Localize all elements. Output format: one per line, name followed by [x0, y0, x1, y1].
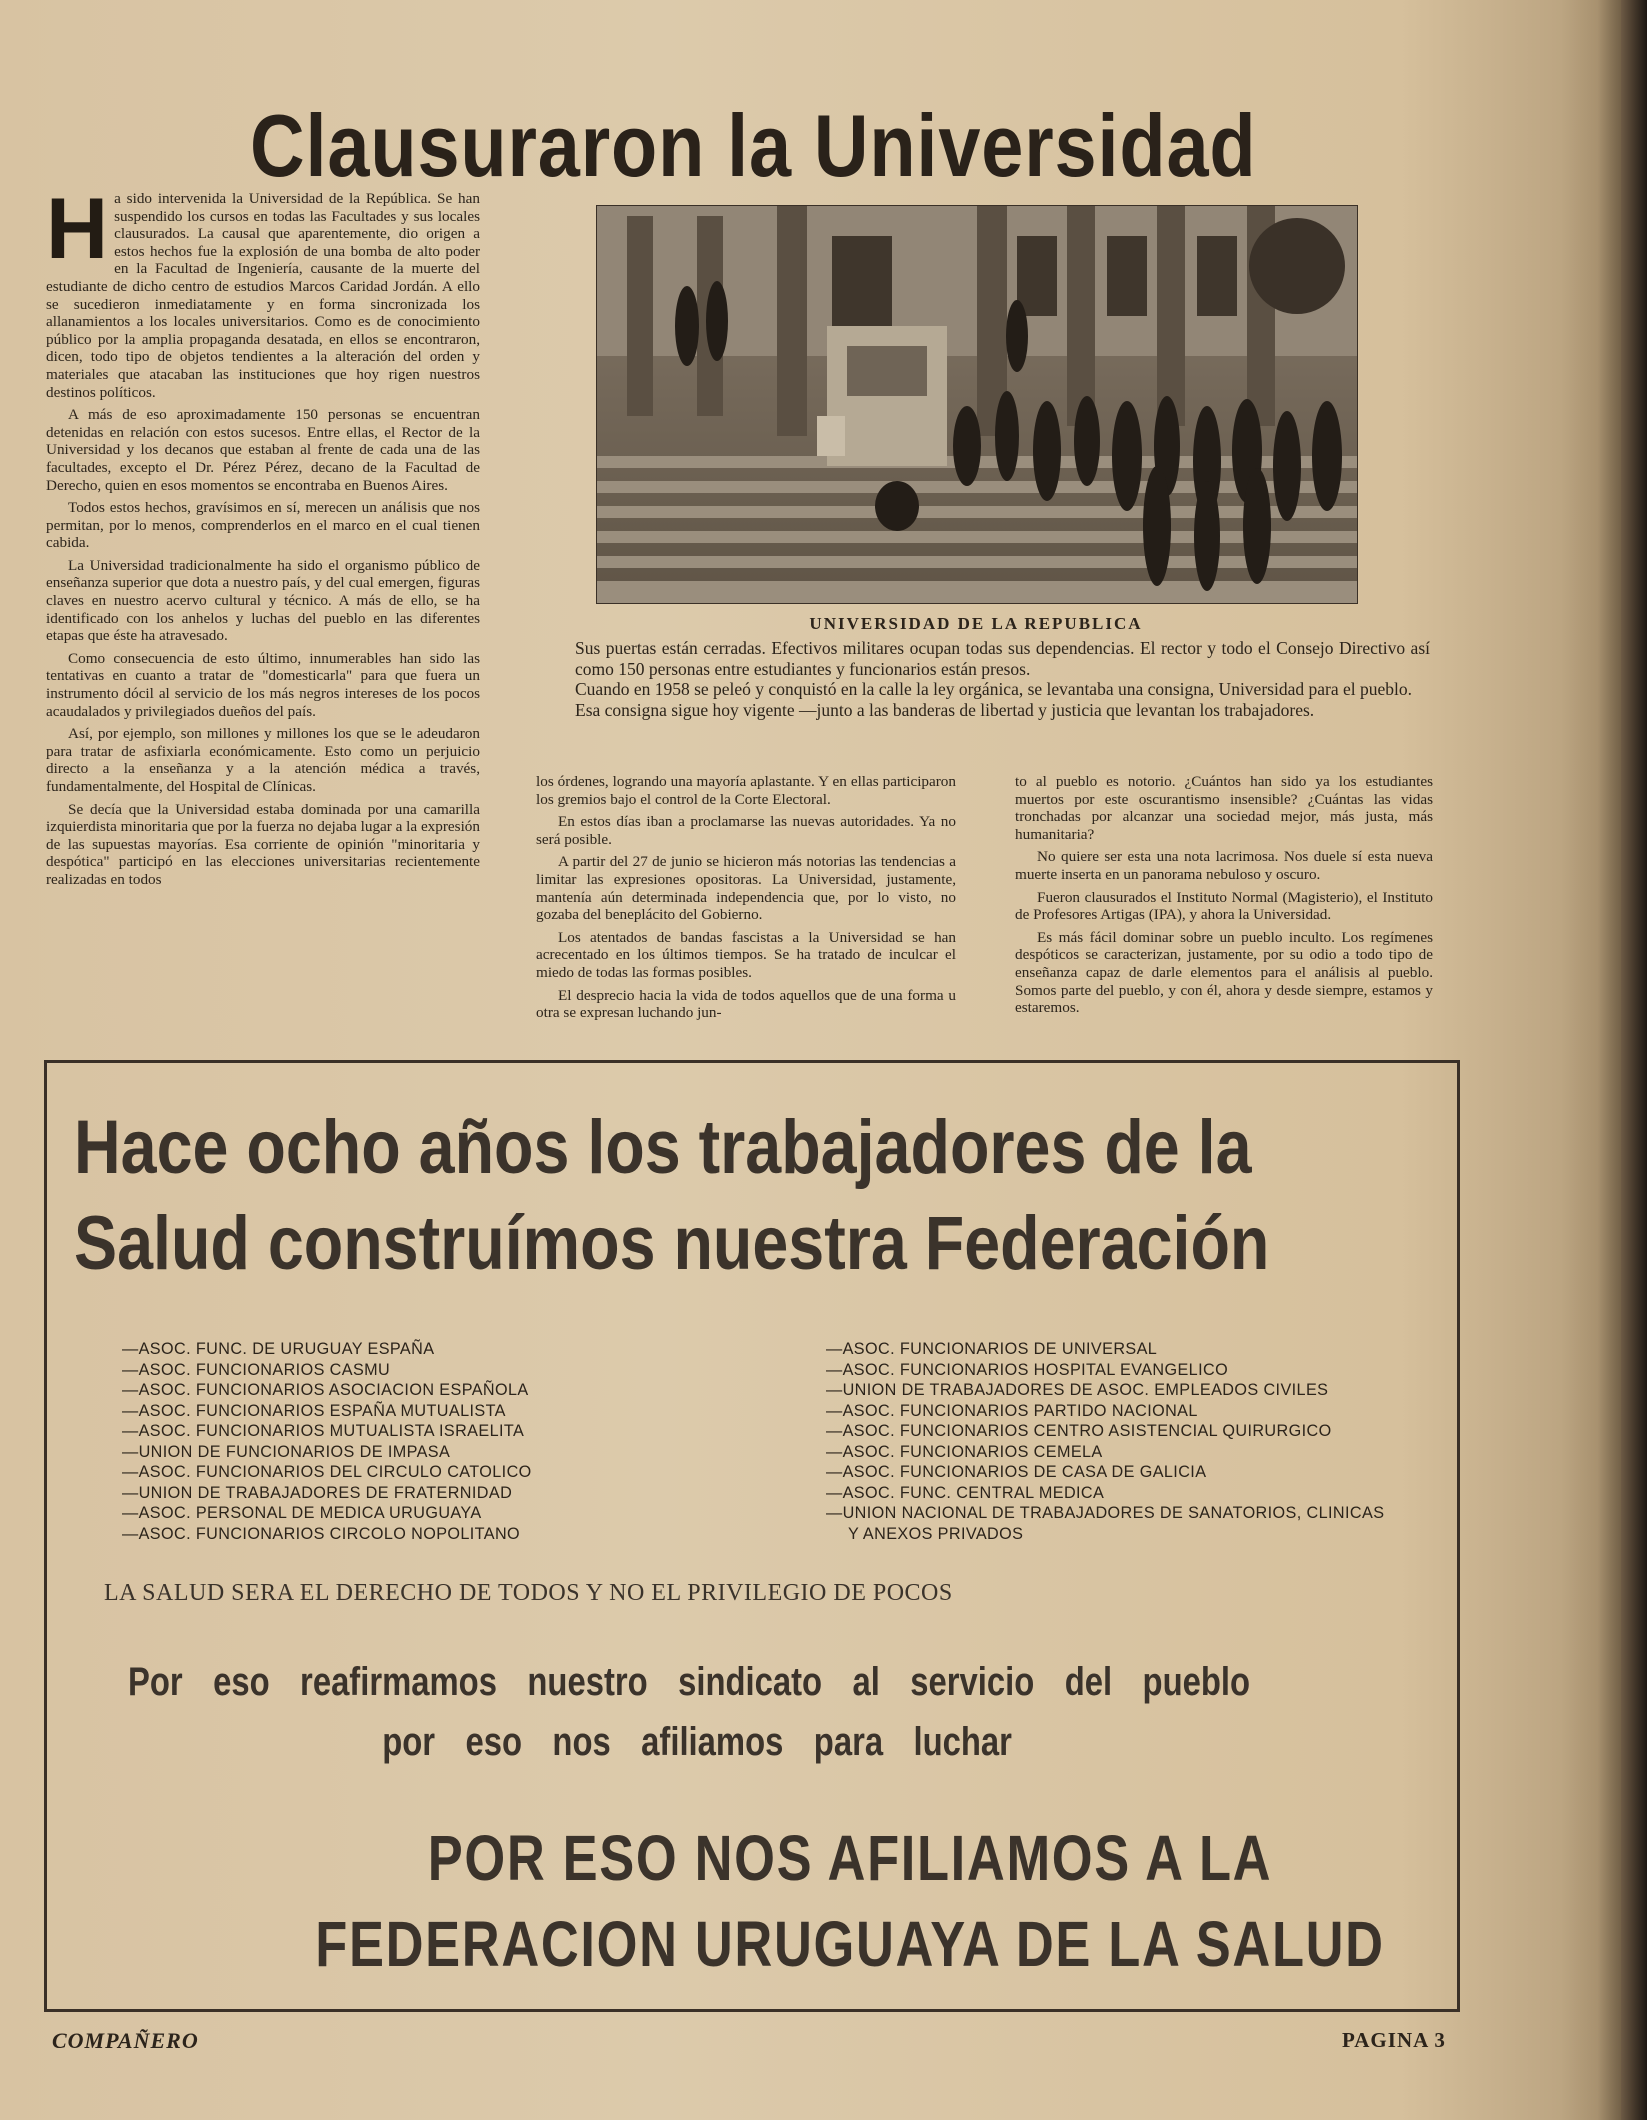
- member-list-item: —ASOC. FUNCIONARIOS ASOCIACION ESPAÑOLA: [122, 1381, 529, 1399]
- member-list-left: [122, 1339, 532, 1544]
- article-paragraph: La Universidad tradicionalmente ha sido el organismo público de enseñanza superior que dota a nuestro país, y del cual emergen, figuras claves en nuestro acervo cultural y técnico. A más de ello, se ha identificado con los anhelos y luchas del pueblo en las diferentes etapas que éste ha atravesado.: [46, 556, 480, 645]
- member-list-item: —ASOC. FUNCIONARIOS DE CASA DE GALICIA: [826, 1463, 1207, 1481]
- article-paragraph: Todos estos hechos, gravísimos en sí, merecen un análisis que nos permitan, por lo menos, comprenderlos en el marco en el cual tienen cabida.: [46, 499, 480, 552]
- member-list-item: —ASOC. FUNCIONARIOS CENTRO ASISTENCIAL QUIRURGICO: [826, 1422, 1332, 1440]
- university-photo: [596, 205, 1358, 604]
- article-dropcap: H: [46, 181, 109, 277]
- ad-slogan-reaffirm: [128, 1652, 1358, 1772]
- caption-paragraph: Sus puertas están cerradas. Efectivos militares ocupan todas sus dependencias. El rector y todo el Consejo Directivo así como 150 personas entre estudiantes y funcionarios están presos.: [575, 638, 1430, 679]
- article-column-1: [46, 181, 480, 894]
- member-list-item: —ASOC. FUNCIONARIOS DEL CIRCULO CATOLICO: [122, 1463, 532, 1481]
- article-paragraph: En estos días iban a proclamarse las nuevas autoridades. Ya no será posible.: [536, 813, 956, 848]
- ad-call-line-2: FEDERACION URUGUAYA DE LA SALUD: [315, 1908, 1385, 1980]
- publication-name: COMPAÑERO: [52, 2028, 199, 2053]
- ad-slogan-reaffirm-line-1: Por eso reafirmamos nuestro sindicato al servicio del pueblo: [128, 1660, 1251, 1704]
- photo-caption: [575, 638, 1430, 720]
- member-list-item: —UNION DE TRABAJADORES DE FRATERNIDAD: [122, 1483, 513, 1502]
- article-paragraph: Así, por ejemplo, son millones y millones los que se le adeudaron para tratar de asfixiarla económicamente. Esto como un perjuicio directo a la enseñanza y a la atención médica a través, fundamentalmente, del Hospital de Clínicas.: [46, 725, 480, 795]
- caption-paragraph: Cuando en 1958 se peleó y conquistó en la calle la ley orgánica, se levantaba una consigna, Universidad para el pueblo.: [575, 679, 1412, 699]
- member-list-item: —ASOC. FUNCIONARIOS PARTIDO NACIONAL: [826, 1401, 1198, 1420]
- member-list-item: —UNION DE TRABAJADORES DE ASOC. EMPLEADOS CIVILES: [826, 1381, 1329, 1399]
- article-paragraph: Se decía que la Universidad estaba dominada por una camarilla izquierdista minoritaria que por la fuerza no dejaba lugar a la expresión de las supuestas mayorías. Esa corriente de opinión "minoritaria y despótica" participó en las elecciones universitarias recientemente realizadas en todos: [46, 800, 480, 888]
- article-column-2: [536, 773, 956, 1027]
- photo-caption-title: UNIVERSIDAD DE LA REPUBLICA: [809, 614, 1143, 633]
- member-list-item: —ASOC. FUNC. DE URUGUAY ESPAÑA: [122, 1340, 435, 1358]
- article-paragraph: A más de eso aproximadamente 150 personas se encuentran detenidas en relación con estos sucesos. Entre ellas, el Rector de la Universidad y los decanos que estaban al frente de cada una de las facultades, excepto el Dr. Pérez Pérez, decano de la Facultad de Derecho, quien en esos momentos se encontraba en Buenos Aires.: [46, 406, 480, 494]
- member-list-item: —ASOC. FUNCIONARIOS HOSPITAL EVANGELICO: [826, 1360, 1229, 1379]
- member-list-item: —ASOC. FUNC. CENTRAL MEDICA: [826, 1483, 1105, 1502]
- ad-headline-line-1: Hace ocho años los trabajadores de la: [74, 1105, 1252, 1190]
- article-paragraph: El desprecio hacia la vida de todos aquellos que de una forma u otra se expresan luchando jun-: [536, 986, 956, 1022]
- article-paragraph: Como consecuencia de esto último, innumerables han sido las tentativas en cuanto a tratar de "domesticarla" para que fuera un instrumento dócil al servicio de los más negros intereses de los pocos acaudalados y privilegiados dueños del país.: [46, 649, 480, 720]
- ad-slogan-reaffirm-line-2: por eso nos afiliamos para luchar: [382, 1720, 1012, 1764]
- article-paragraph: to al pueblo es notorio. ¿Cuántos han sido ya los estudiantes muertos por este oscurantismo insensible? ¿Cuántas las vidas tronchadas por alcanzar una sociedad mejor, más justa, más humanitaria?: [1015, 773, 1433, 843]
- member-list-item: —ASOC. FUNCIONARIOS CASMU: [122, 1360, 391, 1379]
- ad-headline-line-2: Salud construímos nuestra Federación: [74, 1201, 1270, 1286]
- ad-headline: [74, 1100, 1270, 1292]
- article-paragraph: los órdenes, logrando una mayoría aplastante. Y en ellas participaron los gremios bajo el control de la Corte Electoral.: [536, 773, 956, 808]
- article-paragraph: Los atentados de bandas fascistas a la Universidad se han acrecentado en los últimos tiempos. Se ha tratado de inculcar el miedo de todas las formas posibles.: [536, 928, 956, 981]
- member-list-item: —ASOC. FUNCIONARIOS DE UNIVERSAL: [826, 1340, 1158, 1358]
- caption-paragraph: Esa consigna sigue hoy vigente —junto a las banderas de libertad y justicia que levantan los trabajadores.: [575, 699, 1315, 720]
- page-edge: [1621, 0, 1647, 2120]
- member-list-item: —ASOC. PERSONAL DE MEDICA URUGUAYA: [122, 1504, 482, 1522]
- member-list-item: —ASOC. FUNCIONARIOS CIRCOLO NOPOLITANO: [122, 1524, 521, 1543]
- member-list-item: —ASOC. FUNCIONARIOS ESPAÑA MUTUALISTA: [122, 1401, 506, 1420]
- page-fold-shadow: [1561, 0, 1621, 2120]
- member-list-item: Y ANEXOS PRIVADOS: [848, 1524, 1024, 1543]
- member-list-right: [826, 1339, 1384, 1544]
- university-building-illustration: [597, 206, 1357, 603]
- member-list-item: —ASOC. FUNCIONARIOS CEMELA: [826, 1442, 1103, 1461]
- article-paragraph: a sido intervenida la Universidad de la República. Se han suspendido los cursos en todas las Facultades y sus locales clausurados. La causal que aparentemente, dio origen a estos hechos fue la explosión de una bomba de alto poder en la Facultad de Ingeniería, causante de la muerte del estudiante de dicho centro de estudios Marcos Caridad Jordán. A ello se sucedieron inmediatamente y en forma sincronizada los allanamientos a los locales universitarios. Como es de conocimiento público por la amplia propaganda desatada, en ellos se encontraron, dicen, todo tipo de objetos tendientes a la alteración del orden y materiales que atacaban las instituciones que hoy rigen nuestros destinos políticos.: [46, 190, 480, 401]
- member-list-item: —UNION DE FUNCIONARIOS DE IMPASA: [122, 1442, 451, 1461]
- article-paragraph: A partir del 27 de junio se hicieron más notorias las tendencias a limitar las expresiones opositoras. La Universidad, justamente, mantenía aún determinada independencia que, por lo visto, no gozaba del beneplácito del Gobierno.: [536, 853, 956, 924]
- article-paragraph: Fueron clausurados el Instituto Normal (Magisterio), el Instituto de Profesores Artigas (IPA), y ahora la Universidad.: [1015, 888, 1433, 924]
- article-title: Clausuraron la Universidad: [250, 96, 1257, 195]
- page-number: PAGINA 3: [1342, 2028, 1446, 2052]
- article-column-3: [1015, 773, 1433, 1022]
- ad-call-line-1: POR ESO NOS AFILIAMOS A LA: [427, 1822, 1273, 1894]
- article-paragraph: No quiere ser esta una nota lacrimosa. Nos duele sí esta nueva muerte inserta en un panorama nebuloso y oscuro.: [1015, 848, 1433, 883]
- ad-slogan-health-right: LA SALUD SERA EL DERECHO DE TODOS Y NO EL PRIVILEGIO DE POCOS: [104, 1580, 953, 1606]
- member-list-item: —ASOC. FUNCIONARIOS MUTUALISTA ISRAELITA: [122, 1422, 525, 1440]
- article-paragraph: Es más fácil dominar sobre un pueblo inculto. Los regímenes despóticos se caracterizan, justamente, por su odio a todo tipo de enseñanza capaz de darle elementos para el análisis al pueblo. Somos parte del pueblo, y con él, ahora y desde siempre, estamos y estaremos.: [1015, 928, 1433, 1017]
- member-list-item: —UNION NACIONAL DE TRABAJADORES DE SANATORIOS, CLINICAS: [826, 1504, 1385, 1522]
